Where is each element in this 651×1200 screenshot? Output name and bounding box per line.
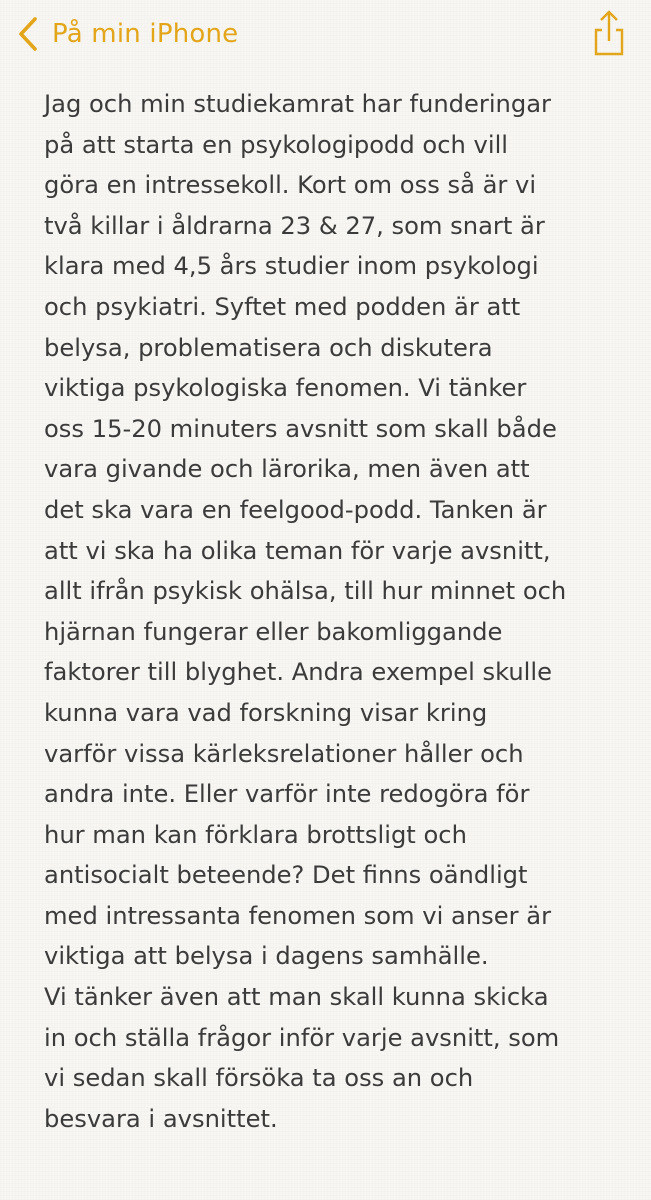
back-button[interactable] (16, 14, 238, 54)
back-button-label: På min iPhone (52, 19, 239, 49)
navigation-bar (0, 0, 651, 74)
note-paragraph-1: Jag och min studiekamrat har funderingar på att starta en psykologipodd och vill göra en intressekoll. Kort om oss så är vi två killar i åldrarna 23 & 27, som snart är klara med 4,5 års studier inom psykologi och psykiatri. Syftet med podden är att belysa, problematisera och diskutera viktiga psykologiska fenomen. Vi tänker oss 15-20 minuters avsnitt som skall både vara givande och lärorika, men även att det ska vara en feelgood-podd. Tanken är att vi ska ha olika teman för varje avsnitt, allt ifrån psykisk ohälsa, till hur minnet och hjärnan fungerar eller bakomliggande faktorer till blyghet. Andra exempel skulle kunna vara vad forskning visar kring varför vissa kärleksrelationer håller och andra inte. Eller varför inte redogöra för hur man kan förklara brottsligt och antisocialt beteende? Det finns oändligt med intressanta fenomen som vi anser är viktiga att belysa i dagens samhälle. (44, 90, 567, 971)
share-icon (589, 8, 629, 58)
note-body[interactable] (44, 84, 624, 1139)
chevron-left-icon (16, 16, 40, 52)
share-button[interactable] (589, 8, 629, 58)
note-paragraph-2: Vi tänker även att man skall kunna skicka in och ställa frågor inför varje avsnitt, som vi sedan skall försöka ta oss an och besvara i avsnittet. (44, 983, 560, 1133)
